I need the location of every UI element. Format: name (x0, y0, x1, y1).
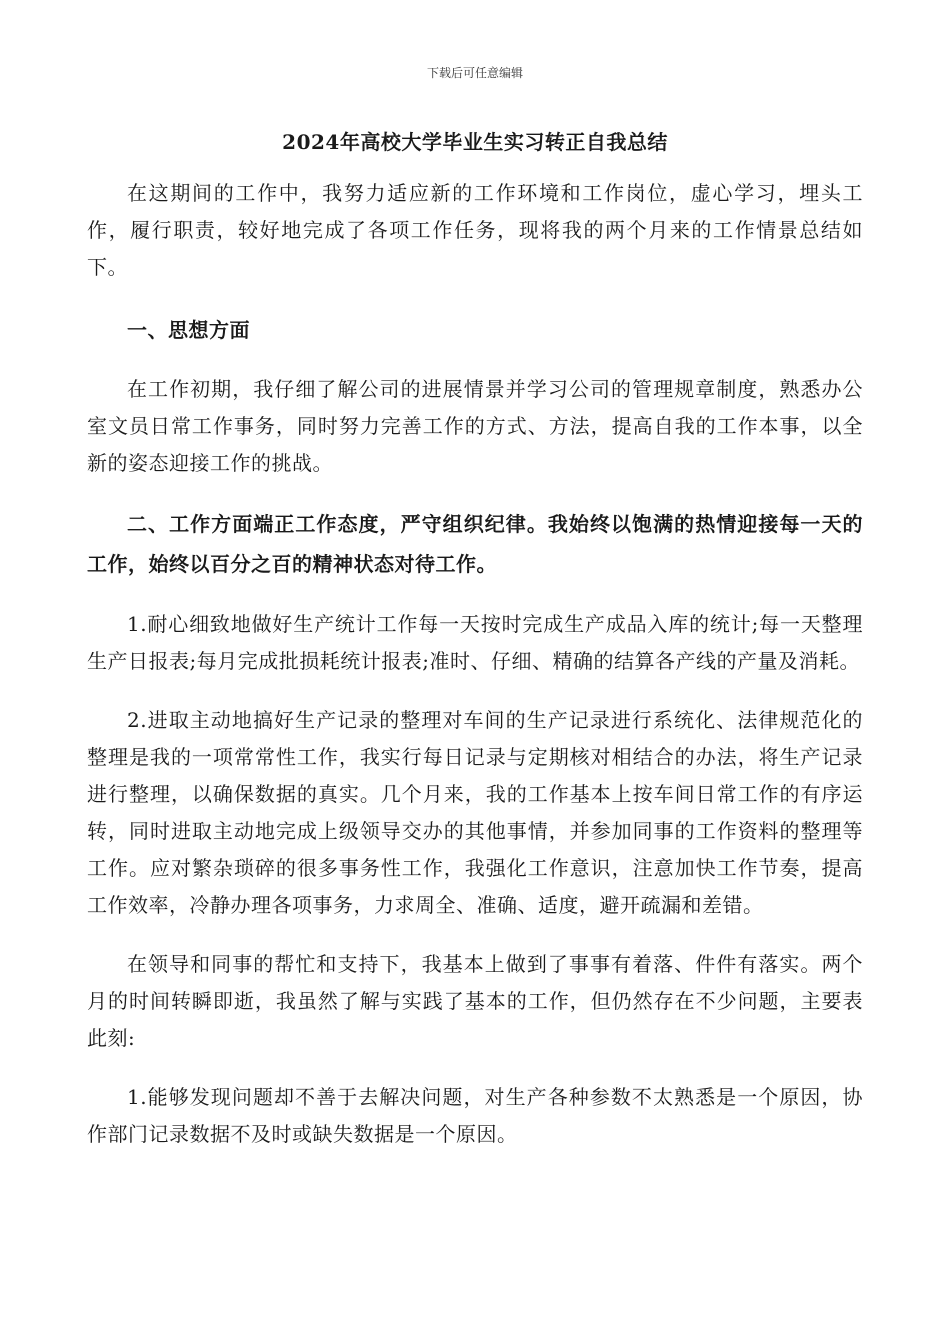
document-body (87, 175, 863, 1153)
section-heading-thought: 一、思想方面 (127, 318, 250, 342)
support-paragraph: 在领导和同事的帮忙和支持下，我基本上做到了事事有着落、件件有落实。两个月的时间转瞬即逝，我虽然了解与实践了基本的工作，但仍然存在不少问题，主要表此刻: (87, 952, 863, 1050)
intro-paragraph: 在这期间的工作中，我努力适应新的工作环境和工作岗位，虚心学习，埋头工作，履行职责，较好地完成了各项工作任务，现将我的两个月来的工作情景总结如下。 (87, 181, 863, 279)
header-note: 下载后可任意编辑 (426, 66, 523, 80)
work-item-statistics: 1.耐心细致地做好生产统计工作每一天按时完成生产成品入库的统计;每一天整理生产日报表;每月完成批损耗统计报表;准时、仔细、精确的结算各产线的产量及消耗。 (87, 612, 863, 673)
work-item-records: 2.进取主动地搞好生产记录的整理对车间的生产记录进行系统化、法律规范化的整理是我的一项常常性工作，我实行每日记录与定期核对相结合的办法，将生产记录进行整理，以确保数据的真实。几个月来，我的工作基本上按车间日常工作的有序运转，同时进取主动地完成上级领导交办的其他事情，并参加同事的工作资料的整理等工作。应对繁杂琐碎的很多事务性工作，我强化工作意识，注意加快工作节奏，提高工作效率，冷静办理各项事务，力求周全、准确、适度，避开疏漏和差错。 (87, 708, 863, 917)
section-heading-work: 二、工作方面端正工作态度，严守组织纪律。我始终以饱满的热情迎接每一天的工作，始终以百分之百的精神状态对待工作。 (87, 512, 863, 576)
document-title: 2024年高校大学毕业生实习转正自我总结 (282, 130, 668, 154)
thought-paragraph: 在工作初期，我仔细了解公司的进展情景并学习公司的管理规章制度，熟悉办公室文员日常工作事务，同时努力完善工作的方式、方法，提高自我的工作本事，以全新的姿态迎接工作的挑战。 (87, 377, 863, 475)
problem-item: 1.能够发现问题却不善于去解决问题，对生产各种参数不太熟悉是一个原因，协作部门记录数据不及时或缺失数据是一个原因。 (87, 1085, 863, 1146)
